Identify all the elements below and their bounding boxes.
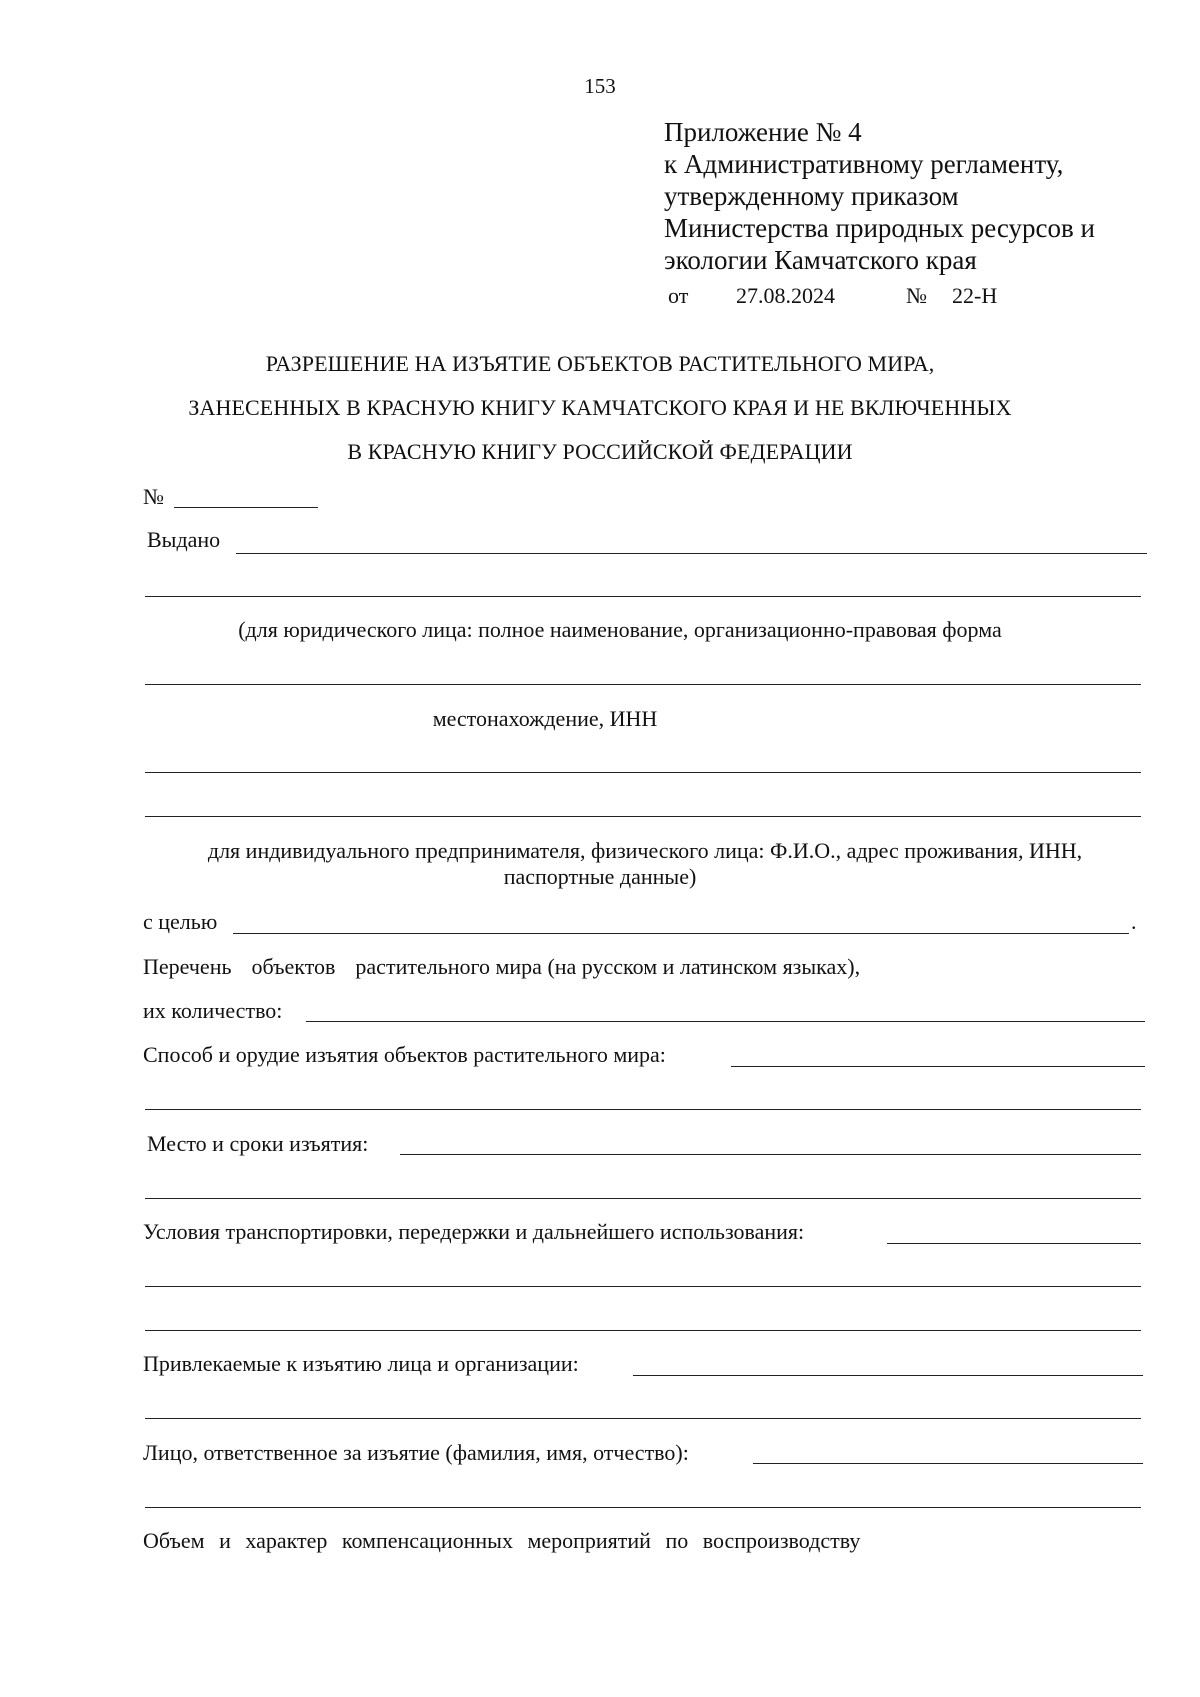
document-title-line-2: ЗАНЕСЕННЫХ В КРАСНУЮ КНИГУ КАМЧАТСКОГО КРАЯ И НЕ ВКЛЮЧЕННЫХ [188, 395, 1012, 420]
purpose-label: с целью [143, 909, 218, 934]
order-number-label: № [906, 283, 927, 308]
appendix-line-5: экологии Камчатского края [664, 245, 977, 275]
document-title-line-1: РАЗРЕШЕНИЕ НА ИЗЪЯТИЕ ОБЪЕКТОВ РАСТИТЕЛЬНОГО МИРА, [265, 351, 935, 376]
legal-entity-field[interactable] [145, 684, 1141, 685]
order-reference [668, 283, 997, 309]
objects-list-label [143, 954, 860, 980]
order-number: 22-Н [952, 283, 998, 308]
appendix-line-1: Приложение № 4 [664, 117, 862, 147]
objects-word-2: объектов [251, 954, 336, 979]
persons-label: Привлекаемые к изъятию лица и организации: [143, 1351, 579, 1376]
place-label: Место и сроки изъятия: [147, 1131, 369, 1156]
individual-hint-line-2: паспортные данные) [503, 864, 697, 889]
order-from-label: от [668, 283, 689, 308]
individual-field[interactable] [145, 816, 1141, 817]
transport-field-line-2[interactable] [145, 1286, 1141, 1287]
objects-word-1: Перечень [143, 954, 232, 979]
appendix-line-3: утвержденному приказом [664, 181, 959, 211]
appendix-line-2: к Административному регламенту, [664, 149, 1064, 179]
permit-number-label: № [143, 484, 164, 509]
document-title-line-3: В КРАСНУЮ КНИГУ РОССИЙСКОЙ ФЕДЕРАЦИИ [347, 439, 853, 464]
issued-to-label: Выдано [147, 527, 221, 552]
individual-hint-line-1: для индивидуального предпринимателя, физического лица: Ф.И.О., адрес проживания, ИНН, [207, 838, 1083, 863]
location-hint: местонахождение, ИНН [432, 706, 658, 731]
persons-field[interactable] [633, 1375, 1143, 1376]
quantity-field[interactable] [306, 1021, 1145, 1022]
transport-field[interactable] [887, 1243, 1141, 1244]
legal-entity-hint: (для юридического лица: полное наименование, организационно-правовая форма [238, 617, 1002, 642]
order-date: 27.08.2024 [736, 283, 835, 308]
permit-number-field[interactable] [174, 507, 318, 508]
responsible-field-line-2[interactable] [145, 1507, 1141, 1508]
compensation-label: Объем и характер компенсационных мероприятий по воспроизводству [143, 1528, 861, 1553]
issued-to-field[interactable] [236, 553, 1147, 554]
page-number: 153 [584, 74, 616, 98]
responsible-label: Лицо, ответственное за изъятие (фамилия, имя, отчество): [143, 1440, 689, 1465]
quantity-label: их количество: [143, 998, 283, 1023]
appendix-line-4: Министерства природных ресурсов и [664, 213, 1095, 243]
method-field[interactable] [731, 1066, 1145, 1067]
issued-to-field-line-2[interactable] [145, 596, 1141, 597]
responsible-field[interactable] [753, 1463, 1143, 1464]
purpose-end-mark: . [1131, 909, 1137, 934]
persons-field-line-2[interactable] [145, 1418, 1141, 1419]
method-field-line-2[interactable] [145, 1109, 1141, 1110]
transport-field-line-3[interactable] [145, 1330, 1141, 1331]
appendix-block [664, 116, 1095, 276]
transport-label: Условия транспортировки, передержки и дальнейшего использования: [143, 1219, 805, 1244]
place-field[interactable] [400, 1154, 1141, 1155]
place-field-line-2[interactable] [145, 1198, 1141, 1199]
purpose-field[interactable] [233, 933, 1129, 934]
objects-word-3: растительного мира (на русском и латинском языках), [355, 954, 861, 979]
location-field[interactable] [145, 772, 1141, 773]
method-label: Способ и орудие изъятия объектов растительного мира: [143, 1042, 666, 1067]
